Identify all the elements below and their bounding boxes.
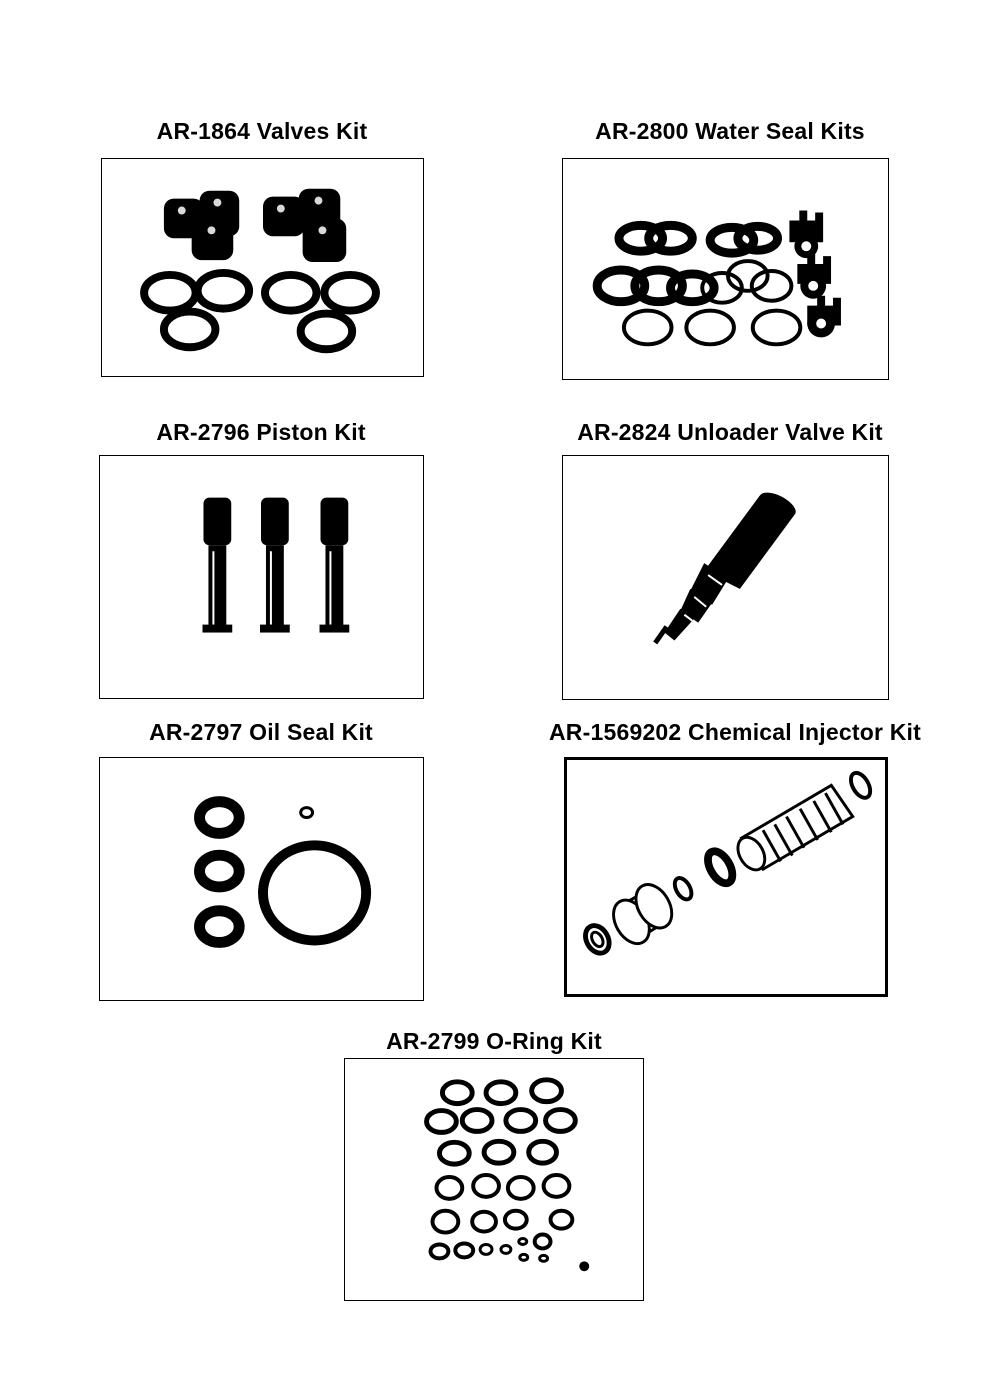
unloader-valve-kit-illustration-icon (563, 456, 888, 699)
oil-seal-kit-illustration-icon (100, 758, 423, 1000)
chemical-injector-kit-illustration-icon (567, 760, 885, 994)
o-ring-kit-panel (344, 1058, 644, 1301)
chemical-injector-kit-panel (564, 757, 888, 997)
kit-title-unloader-valve: AR-2824 Unloader Valve Kit (577, 419, 883, 445)
unloader-valve-kit-panel (562, 455, 889, 700)
kit-title-chemical-injector: AR-1569202 Chemical Injector Kit (549, 719, 921, 745)
kit-title-oil-seal: AR-2797 Oil Seal Kit (149, 719, 373, 745)
oil-seal-kit-panel (99, 757, 424, 1001)
kit-title-piston: AR-2796 Piston Kit (156, 419, 366, 445)
valves-kit-panel (101, 158, 424, 377)
kit-title-water-seal: AR-2800 Water Seal Kits (595, 118, 865, 144)
water-seal-kit-illustration-icon (563, 159, 888, 379)
o-ring-kit-illustration-icon (345, 1059, 643, 1300)
piston-kit-illustration-icon (100, 456, 423, 698)
valves-kit-illustration-icon (102, 159, 423, 376)
kit-title-o-ring: AR-2799 O-Ring Kit (386, 1028, 602, 1054)
water-seal-kit-panel (562, 158, 889, 380)
piston-kit-panel (99, 455, 424, 699)
kit-title-valves: AR-1864 Valves Kit (156, 118, 368, 144)
